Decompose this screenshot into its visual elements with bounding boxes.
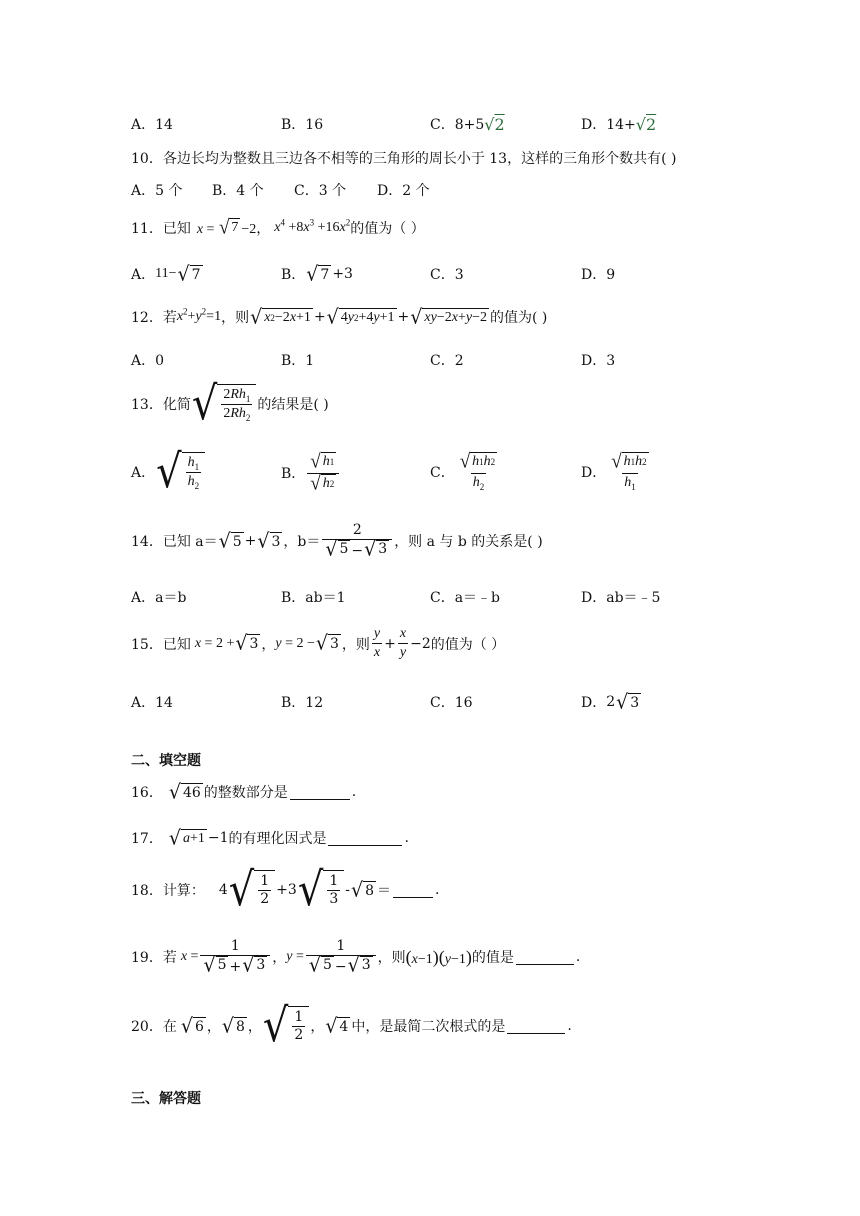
question-14-prefix: 14．已知 a＝	[131, 534, 218, 551]
q9-option-c-label: C．8+5	[430, 117, 485, 133]
question-13-prefix: 13．化简	[131, 397, 191, 413]
math-expression: 1 √ 5 + √ 3	[200, 938, 270, 976]
question-19-prefix: 19．若	[131, 950, 177, 967]
q12-option-d[interactable]: D．3	[581, 353, 616, 369]
separator: ，	[310, 1019, 325, 1035]
q9-option-b[interactable]: B．16	[281, 117, 324, 133]
q9-option-d[interactable]	[581, 114, 656, 134]
answer-blank[interactable]	[290, 785, 350, 800]
math-expression: √ 46	[168, 779, 201, 804]
question-14-suffix: ，则 a 与 b 的关系是( )	[394, 534, 543, 551]
question-19-mid2: ，则	[377, 950, 406, 967]
section-heading-fill-in: 二、填空题	[131, 753, 201, 769]
math-expression: $x^4 +8x^3 +16x^2$	[274, 217, 351, 235]
question-13	[131, 377, 860, 431]
math-expression: 1 √ 5 − √ 3	[306, 938, 376, 976]
option-label: A．	[131, 267, 156, 283]
math-expression: √ a +1	[168, 825, 205, 850]
question-20-prefix: 20．在	[131, 1019, 177, 1035]
q12-option-c[interactable]: C．2	[430, 353, 464, 369]
period: .	[404, 830, 409, 846]
question-17-prefix: 17．	[131, 831, 163, 847]
math-expression: √ $\frac{1}{2}$	[229, 870, 275, 910]
option-label: C．	[430, 464, 455, 481]
q14-option-c[interactable]: C．a＝﹣b	[430, 590, 501, 606]
math-expression: √ 4 y 2 +4 y +1	[326, 304, 395, 329]
question-13-suffix: 的结果是( )	[257, 397, 329, 413]
answer-blank[interactable]	[507, 1019, 565, 1034]
question-19-mid1: ，	[272, 950, 287, 967]
q14-option-b[interactable]: B．ab＝1	[281, 590, 346, 606]
option-label: D．	[581, 464, 607, 481]
question-15-prefix: 15．已知	[131, 636, 191, 653]
math-expression: √ xy −2 x + y −2	[410, 304, 487, 329]
period: .	[567, 1018, 572, 1034]
question-17-suffix: 的有理化因式是	[228, 831, 327, 847]
q13-option-a[interactable]: A． √ $\frac{h_1}{h_2}$	[131, 452, 206, 492]
q15-option-b[interactable]: B．12	[281, 695, 324, 711]
question-11	[131, 218, 860, 238]
question-12-prefix: 12．若	[131, 310, 177, 326]
math-expression: √ 8	[350, 877, 374, 902]
question-11-prefix: 11．已知	[131, 221, 191, 237]
question-14: 14．已知 a＝ √ 5 + √ 3 ，b＝ 2 √ 5 − √ 3 ，则 a 与 b 的关系是( )	[131, 522, 543, 561]
math-expression: (x−1)(y−1)	[405, 946, 472, 967]
question-12-suffix: 的值为( )	[489, 310, 548, 326]
q12-option-a[interactable]: A．0	[131, 353, 165, 369]
q10-option-a[interactable]: A．5 个	[131, 183, 183, 199]
q9-option-d-label: D．14+	[581, 117, 636, 133]
math-expression: √ 4	[325, 1013, 349, 1038]
question-14-mid: ，b＝	[283, 534, 321, 551]
question-17: 17． √ a +1 −1 的有理化因式是 .	[131, 825, 409, 850]
q9-option-a[interactable]: A．14	[131, 117, 173, 133]
q11-option-b[interactable]: B． √ 7 +3	[281, 261, 353, 286]
math-expression: x = 2 +	[194, 635, 235, 651]
period: .	[435, 882, 440, 898]
question-15-mid2: ，则	[341, 636, 370, 653]
q13-option-b[interactable]: B． √ h 1 √ h 2	[281, 452, 341, 494]
q15-option-a[interactable]: A．14	[131, 695, 173, 711]
option-label: B．	[281, 267, 306, 283]
math-expression: √ $\frac{2Rh_1}{2Rh_2}$	[192, 384, 257, 424]
question-11-suffix: 的值为（ ）	[350, 221, 425, 237]
period: .	[351, 784, 357, 800]
option-label: D．	[581, 695, 607, 711]
sqrt-symbol: √	[484, 114, 495, 134]
question-20-suffix: 中，是最简二次根式的是	[351, 1019, 506, 1035]
question-16	[131, 779, 860, 804]
answer-blank[interactable]	[516, 950, 574, 965]
question-18: 18．计算： 4 √ $\frac{1}{2}$ +3 √ $\frac{1}{3}$ - √ 8 ＝ .	[131, 863, 440, 917]
math-expression: y = 2 −	[275, 635, 315, 651]
answer-blank[interactable]	[328, 831, 402, 846]
math-expression: $\frac{y}{x}$	[373, 626, 381, 660]
q15-option-d[interactable]: D． 2 √ 3	[581, 689, 640, 714]
q13-option-d[interactable]: D． √ h 1 h 2 $h_1$	[581, 450, 647, 492]
q9-option-c[interactable]	[430, 114, 505, 134]
separator: ，	[206, 1019, 221, 1035]
question-19: 19．若 x = 1 √ 5 + √ 3 ， y = 1 √ 5 − √ 3 ，则 (x−1)(y−1) 的值是 .	[131, 938, 581, 977]
question-18-prefix: 18．计算：	[131, 883, 205, 899]
section-heading-solve: 三、解答题	[131, 1091, 201, 1107]
question-10-text: 10．各边长均为整数且三边各不相等的三角形的周长小于 13，这样的三角形个数共有( )	[131, 151, 677, 167]
q11-option-a[interactable]: A． 11− √ 7	[131, 261, 201, 286]
math-expression: √ $\frac{1}{2}$	[263, 1006, 309, 1046]
q11-option-c[interactable]: C．3	[430, 267, 464, 283]
q11-option-d[interactable]: D．9	[581, 267, 616, 283]
q9-option-c-radicand: 2	[494, 114, 505, 134]
q12-option-b[interactable]: B．1	[281, 353, 315, 369]
math-expression: √ 6	[180, 1013, 204, 1038]
math-expression: √ x 2 −2 x +1	[250, 304, 311, 329]
math-expression: $x^2+y^2=1$	[176, 306, 222, 324]
question-19-suffix: 的值是	[471, 950, 514, 967]
q9-option-d-radicand: 2	[645, 114, 657, 134]
math-expression: √ $\frac{1}{3}$	[298, 870, 344, 910]
question-16-prefix: 16．	[131, 785, 163, 801]
question-16-suffix: 的整数部分是	[203, 785, 288, 801]
answer-blank[interactable]	[393, 883, 433, 898]
q10-option-c[interactable]: C．3 个	[294, 183, 347, 199]
sqrt-symbol: √	[635, 114, 646, 134]
question-12-mid: ，则	[221, 310, 250, 326]
q10-option-d[interactable]: D．2 个	[377, 183, 430, 199]
math-expression: x = √ 7 −2，	[196, 216, 271, 239]
question-20	[131, 999, 860, 1053]
period: .	[575, 949, 581, 966]
option-label: A．	[131, 465, 156, 481]
math-expression: √ 8	[221, 1013, 245, 1038]
q15-option-c[interactable]: C．16	[430, 695, 473, 711]
q10-option-b[interactable]: B．4 个	[212, 183, 264, 199]
q14-option-d[interactable]: D．ab＝﹣5	[581, 590, 661, 606]
q14-option-a[interactable]: A．a＝b	[131, 590, 187, 606]
math-expression: 2 √ 5 − √ 3	[322, 522, 392, 560]
question-15-mid1: ，	[261, 636, 276, 653]
option-label: B．	[281, 466, 306, 483]
question-15: 15．已知 x = 2 + √ 3 ， y = 2 − √ 3 ，则 $\frac{y}{x}$ + $\frac{x}{y}$ −2 的值为（ ）	[131, 626, 506, 660]
question-15-suffix: 的值为（ ）	[430, 636, 506, 653]
q13-option-c[interactable]: C． √ h 1 h 2 $h_2$	[430, 450, 496, 492]
question-12: 12．若 $x^2+y^2=1$ ，则 √ x 2 −2 x +1 + √ 4 y 2 +4 y +1 + √ xy −2 x + y −2 的值为( )	[131, 304, 548, 329]
separator: ，	[247, 1019, 262, 1035]
